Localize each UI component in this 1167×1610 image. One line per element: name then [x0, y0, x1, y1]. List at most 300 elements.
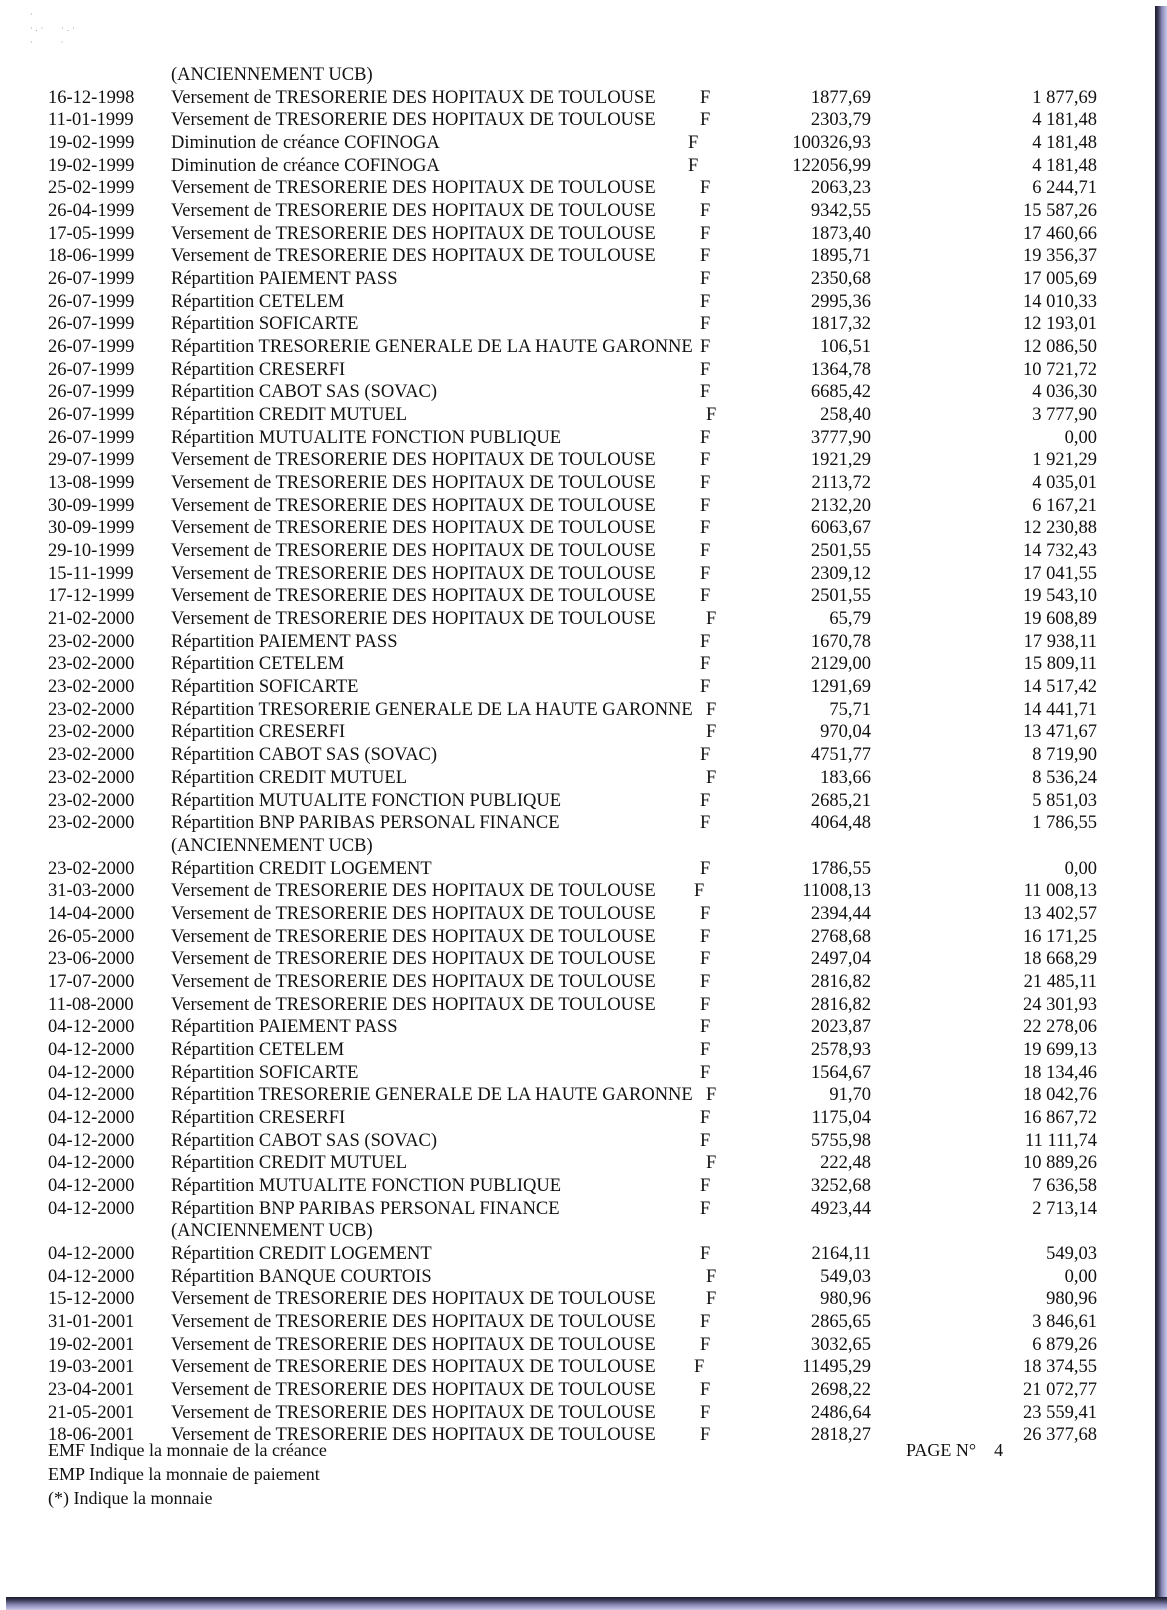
table-row	[0, 427, 1155, 450]
row-amount: 2816,82	[810, 971, 871, 992]
continuation-line	[0, 64, 1155, 87]
row-label: Répartition MUTUALITE FONCTION PUBLIQUE	[171, 1175, 561, 1196]
row-date: 23-02-2000	[48, 767, 135, 788]
row-balance: 11 008,13	[1023, 881, 1097, 902]
table-row	[0, 1379, 1155, 1402]
row-date: 16-12-1998	[48, 87, 135, 108]
table-row	[0, 1334, 1155, 1357]
row-date: 23-02-2000	[48, 699, 135, 720]
row-date: 26-07-1999	[48, 269, 135, 290]
row-date: 18-06-1999	[48, 246, 135, 267]
row-amount: 91,70	[829, 1085, 871, 1106]
row-balance: 4 035,01	[1032, 473, 1097, 494]
table-row	[0, 1198, 1155, 1221]
row-balance: 18 374,55	[1023, 1357, 1097, 1378]
table-row	[0, 790, 1155, 813]
row-currency: F	[700, 631, 711, 652]
row-date: 31-03-2000	[48, 881, 135, 902]
row-date: 23-06-2000	[48, 949, 135, 970]
table-row	[0, 858, 1155, 881]
row-balance: 15 587,26	[1023, 201, 1097, 222]
row-label: Répartition CREDIT LOGEMENT	[171, 858, 432, 879]
continuation-text: (ANCIENNEMENT UCB)	[171, 835, 373, 856]
row-balance: 21 485,11	[1023, 971, 1097, 992]
row-currency: F	[700, 450, 711, 471]
row-label: Répartition CRESERFI	[171, 359, 346, 380]
row-currency: F	[700, 359, 711, 380]
continuation-line	[0, 1220, 1155, 1243]
row-label: Répartition CABOT SAS (SOVAC)	[171, 1130, 438, 1151]
row-balance: 19 699,13	[1023, 1039, 1097, 1060]
row-balance: 18 668,29	[1023, 949, 1097, 970]
page-label: PAGE N°	[906, 1440, 977, 1460]
table-row	[0, 313, 1155, 336]
table-row	[0, 449, 1155, 472]
table-row	[0, 517, 1155, 540]
row-balance: 16 171,25	[1023, 926, 1097, 947]
table-row	[0, 291, 1155, 314]
table-row	[0, 1288, 1155, 1311]
row-date: 04-12-2000	[48, 1198, 135, 1219]
row-label: Versement de TRESORERIE DES HOPITAUX DE TOULOUSE	[171, 246, 656, 267]
table-row	[0, 948, 1155, 971]
row-balance: 17 041,55	[1023, 563, 1097, 584]
row-date: 26-07-1999	[48, 359, 135, 380]
row-date: 15-11-1999	[48, 563, 134, 584]
table-row	[0, 744, 1155, 767]
table-row	[0, 721, 1155, 744]
row-currency: F	[694, 881, 705, 902]
table-row	[0, 1356, 1155, 1379]
row-balance: 14 010,33	[1023, 291, 1097, 312]
footer-note-emf: EMF Indique la monnaie de la créance	[48, 1440, 327, 1460]
table-row	[0, 1311, 1155, 1334]
row-label: Versement de TRESORERIE DES HOPITAUX DE TOULOUSE	[171, 1402, 656, 1423]
row-date: 04-12-2000	[48, 1017, 135, 1038]
row-balance: 17 938,11	[1023, 631, 1097, 652]
row-currency: F	[706, 609, 717, 630]
table-row	[0, 472, 1155, 495]
row-amount: 2350,68	[810, 269, 871, 290]
row-label: Versement de TRESORERIE DES HOPITAUX DE TOULOUSE	[171, 201, 656, 222]
row-label: Répartition CETELEM	[171, 654, 345, 675]
row-currency: F	[700, 654, 711, 675]
row-amount: 1786,55	[810, 858, 871, 879]
row-currency: F	[694, 1357, 705, 1378]
table-row	[0, 1016, 1155, 1039]
footer-note-currency: (*) Indique la monnaie	[48, 1488, 213, 1508]
row-label: Répartition SOFICARTE	[171, 677, 359, 698]
row-date: 30-09-1999	[48, 518, 135, 539]
row-label: Répartition TRESORERIE GENERALE DE LA HAUTE GARONNE	[171, 1085, 693, 1106]
row-date: 23-02-2000	[48, 858, 135, 879]
row-balance: 19 543,10	[1023, 586, 1097, 607]
row-currency: F	[700, 223, 711, 244]
row-date: 23-02-2000	[48, 745, 135, 766]
continuation-line	[0, 835, 1155, 858]
row-balance: 980,96	[1046, 1289, 1097, 1310]
row-currency: F	[700, 1062, 711, 1083]
row-label: Versement de TRESORERIE DES HOPITAUX DE TOULOUSE	[171, 586, 656, 607]
row-balance: 23 559,41	[1023, 1402, 1097, 1423]
row-currency: F	[700, 563, 711, 584]
row-balance: 12 193,01	[1023, 314, 1097, 335]
row-balance: 24 301,93	[1023, 994, 1097, 1015]
row-currency: F	[706, 1085, 717, 1106]
table-row	[0, 359, 1155, 382]
row-amount: 9342,55	[810, 201, 871, 222]
row-amount: 2394,44	[810, 903, 871, 924]
row-date: 17-05-1999	[48, 223, 135, 244]
row-label: Répartition SOFICARTE	[171, 1062, 359, 1083]
row-amount: 106,51	[820, 337, 871, 358]
table-row	[0, 245, 1155, 268]
row-currency: F	[700, 677, 711, 698]
row-label: Versement de TRESORERIE DES HOPITAUX DE TOULOUSE	[171, 495, 656, 516]
row-currency: F	[700, 745, 711, 766]
table-row	[0, 608, 1155, 631]
row-date: 23-02-2000	[48, 677, 135, 698]
row-amount: 5755,98	[810, 1130, 871, 1151]
row-balance: 5 851,03	[1032, 790, 1097, 811]
row-amount: 2164,11	[811, 1243, 871, 1264]
row-date: 18-06-2001	[48, 1425, 135, 1446]
row-balance: 0,00	[1064, 858, 1097, 879]
row-balance: 6 244,71	[1032, 178, 1097, 199]
row-label: Répartition PAIEMENT PASS	[171, 1017, 398, 1038]
table-row	[0, 540, 1155, 563]
table-row	[0, 404, 1155, 427]
table-row	[0, 631, 1155, 654]
row-currency: F	[700, 1311, 711, 1332]
row-currency: F	[700, 1425, 711, 1446]
row-balance: 2 713,14	[1032, 1198, 1097, 1219]
row-date: 23-02-2000	[48, 654, 135, 675]
row-amount: 2023,87	[810, 1017, 871, 1038]
row-date: 26-07-1999	[48, 314, 135, 335]
row-date: 17-12-1999	[48, 586, 135, 607]
row-date: 04-12-2000	[48, 1130, 135, 1151]
table-row	[0, 994, 1155, 1017]
row-balance: 549,03	[1046, 1243, 1097, 1264]
row-balance: 3 777,90	[1032, 405, 1097, 426]
row-amount: 4064,48	[810, 813, 871, 834]
row-label: Répartition CREDIT MUTUEL	[171, 405, 408, 426]
row-currency: F	[700, 110, 711, 131]
row-label: Répartition CABOT SAS (SOVAC)	[171, 382, 438, 403]
row-currency: F	[700, 790, 711, 811]
transaction-ledger	[0, 64, 1155, 1447]
row-currency: F	[700, 1334, 711, 1355]
row-currency: F	[700, 1017, 711, 1038]
row-amount: 11008,13	[802, 881, 871, 902]
row-currency: F	[706, 1153, 717, 1174]
row-label: Répartition MUTUALITE FONCTION PUBLIQUE	[171, 790, 561, 811]
row-balance: 4 036,30	[1032, 382, 1097, 403]
row-label: Répartition CETELEM	[171, 291, 345, 312]
row-amount: 980,96	[820, 1289, 871, 1310]
row-currency: F	[700, 1198, 711, 1219]
row-balance: 14 441,71	[1023, 699, 1097, 720]
row-amount: 1817,32	[810, 314, 871, 335]
row-amount: 122056,99	[792, 155, 871, 176]
row-date: 11-08-2000	[48, 994, 134, 1015]
row-amount: 1895,71	[810, 246, 871, 267]
row-amount: 3032,65	[810, 1334, 871, 1355]
row-label: Versement de TRESORERIE DES HOPITAUX DE TOULOUSE	[171, 609, 656, 630]
table-row	[0, 926, 1155, 949]
row-label: Répartition CRESERFI	[171, 722, 346, 743]
row-amount: 4751,77	[810, 745, 871, 766]
scan-artifacts: · ·.· ·.· · ·	[30, 10, 78, 47]
row-date: 04-12-2000	[48, 1243, 135, 1264]
row-label: Répartition PAIEMENT PASS	[171, 269, 398, 290]
row-amount: 258,40	[820, 405, 871, 426]
continuation-text: (ANCIENNEMENT UCB)	[171, 65, 373, 85]
row-date: 19-03-2001	[48, 1357, 135, 1378]
row-balance: 8 536,24	[1032, 767, 1097, 788]
row-date: 11-01-1999	[48, 110, 134, 131]
table-row	[0, 903, 1155, 926]
table-row	[0, 87, 1155, 110]
row-currency: F	[700, 314, 711, 335]
row-balance: 18 134,46	[1023, 1062, 1097, 1083]
row-currency: F	[700, 337, 711, 358]
row-date: 04-12-2000	[48, 1039, 135, 1060]
row-balance: 12 230,88	[1023, 518, 1097, 539]
table-row	[0, 223, 1155, 246]
row-amount: 2578,93	[810, 1039, 871, 1060]
row-balance: 8 719,90	[1032, 745, 1097, 766]
table-row	[0, 585, 1155, 608]
row-date: 25-02-1999	[48, 178, 135, 199]
row-currency: F	[700, 1243, 711, 1264]
row-label: Répartition CABOT SAS (SOVAC)	[171, 745, 438, 766]
row-label: Versement de TRESORERIE DES HOPITAUX DE TOULOUSE	[171, 1379, 656, 1400]
row-label: Répartition SOFICARTE	[171, 314, 359, 335]
row-label: Répartition PAIEMENT PASS	[171, 631, 398, 652]
row-amount: 1291,69	[810, 677, 871, 698]
continuation-text: (ANCIENNEMENT UCB)	[171, 1221, 373, 1242]
row-amount: 75,71	[829, 699, 871, 720]
row-balance: 6 167,21	[1032, 495, 1097, 516]
row-date: 23-02-2000	[48, 631, 135, 652]
table-row	[0, 1062, 1155, 1085]
row-amount: 65,79	[829, 609, 871, 630]
row-balance: 17 460,66	[1023, 223, 1097, 244]
row-amount: 2497,04	[810, 949, 871, 970]
row-label: Versement de TRESORERIE DES HOPITAUX DE TOULOUSE	[171, 541, 656, 562]
row-currency: F	[700, 1379, 711, 1400]
table-row	[0, 1084, 1155, 1107]
row-balance: 22 278,06	[1023, 1017, 1097, 1038]
row-amount: 222,48	[820, 1153, 871, 1174]
row-amount: 549,03	[820, 1266, 871, 1287]
row-date: 26-07-1999	[48, 291, 135, 312]
row-amount: 2129,00	[810, 654, 871, 675]
row-balance: 14 732,43	[1023, 541, 1097, 562]
row-label: Versement de TRESORERIE DES HOPITAUX DE TOULOUSE	[171, 994, 656, 1015]
page-shadow-right	[1155, 6, 1167, 1610]
table-row	[0, 109, 1155, 132]
row-date: 17-07-2000	[48, 971, 135, 992]
row-date: 04-12-2000	[48, 1153, 135, 1174]
row-label: Versement de TRESORERIE DES HOPITAUX DE TOULOUSE	[171, 1289, 656, 1310]
row-label: Versement de TRESORERIE DES HOPITAUX DE TOULOUSE	[171, 473, 656, 494]
row-currency: F	[706, 1266, 717, 1287]
row-balance: 19 356,37	[1023, 246, 1097, 267]
row-amount: 2501,55	[810, 541, 871, 562]
page-shadow-bottom	[6, 1597, 1167, 1610]
row-currency: F	[700, 269, 711, 290]
row-label: Répartition CETELEM	[171, 1039, 345, 1060]
row-amount: 2995,36	[810, 291, 871, 312]
row-date: 29-07-1999	[48, 450, 135, 471]
row-label: Versement de TRESORERIE DES HOPITAUX DE TOULOUSE	[171, 87, 656, 108]
row-label: Versement de TRESORERIE DES HOPITAUX DE TOULOUSE	[171, 881, 656, 902]
row-amount: 3252,68	[810, 1175, 871, 1196]
row-balance: 21 072,77	[1023, 1379, 1097, 1400]
row-date: 19-02-1999	[48, 133, 135, 154]
row-amount: 2818,27	[810, 1425, 871, 1446]
row-currency: F	[700, 246, 711, 267]
row-label: Diminution de créance COFINOGA	[171, 133, 440, 154]
row-amount: 2501,55	[810, 586, 871, 607]
row-balance: 15 809,11	[1023, 654, 1097, 675]
row-amount: 970,04	[820, 722, 871, 743]
row-balance: 17 005,69	[1023, 269, 1097, 290]
row-date: 23-04-2001	[48, 1379, 135, 1400]
row-amount: 6685,42	[810, 382, 871, 403]
row-balance: 1 877,69	[1032, 87, 1097, 108]
row-label: Répartition CREDIT LOGEMENT	[171, 1243, 432, 1264]
table-row	[0, 1152, 1155, 1175]
table-row	[0, 563, 1155, 586]
row-balance: 12 086,50	[1023, 337, 1097, 358]
row-balance: 1 921,29	[1032, 450, 1097, 471]
row-currency: F	[700, 586, 711, 607]
row-label: Versement de TRESORERIE DES HOPITAUX DE TOULOUSE	[171, 949, 656, 970]
row-date: 23-02-2000	[48, 813, 135, 834]
row-amount: 2865,65	[810, 1311, 871, 1332]
row-amount: 6063,67	[810, 518, 871, 539]
row-amount: 11495,29	[802, 1357, 871, 1378]
row-currency: F	[700, 1130, 711, 1151]
row-balance: 0,00	[1064, 1266, 1097, 1287]
row-currency: F	[700, 541, 711, 562]
row-amount: 1873,40	[810, 223, 871, 244]
table-row	[0, 1107, 1155, 1130]
row-date: 21-05-2001	[48, 1402, 135, 1423]
row-label: Répartition MUTUALITE FONCTION PUBLIQUE	[171, 427, 561, 448]
table-row	[0, 1130, 1155, 1153]
footer-notes	[48, 1438, 327, 1510]
row-date: 04-12-2000	[48, 1062, 135, 1083]
row-label: Répartition BNP PARIBAS PERSONAL FINANCE	[171, 813, 560, 834]
row-currency: F	[700, 382, 711, 403]
table-row	[0, 880, 1155, 903]
row-currency: F	[700, 495, 711, 516]
table-row	[0, 155, 1155, 178]
row-currency: F	[700, 291, 711, 312]
row-label: Diminution de créance COFINOGA	[171, 155, 440, 176]
row-balance: 4 181,48	[1032, 133, 1097, 154]
row-currency: F	[700, 473, 711, 494]
row-date: 04-12-2000	[48, 1085, 135, 1106]
row-currency: F	[700, 994, 711, 1015]
row-amount: 3777,90	[810, 427, 871, 448]
row-label: Versement de TRESORERIE DES HOPITAUX DE TOULOUSE	[171, 1334, 656, 1355]
row-currency: F	[700, 858, 711, 879]
row-label: Versement de TRESORERIE DES HOPITAUX DE TOULOUSE	[171, 450, 656, 471]
row-label: Répartition CREDIT MUTUEL	[171, 767, 408, 788]
row-currency: F	[700, 813, 711, 834]
table-row	[0, 1175, 1155, 1198]
row-balance: 4 181,48	[1032, 155, 1097, 176]
row-date: 30-09-1999	[48, 495, 135, 516]
row-label: Versement de TRESORERIE DES HOPITAUX DE TOULOUSE	[171, 1357, 656, 1378]
footer-note-emp: EMP Indique la monnaie de paiement	[48, 1464, 320, 1484]
row-label: Versement de TRESORERIE DES HOPITAUX DE TOULOUSE	[171, 110, 656, 131]
row-label: Versement de TRESORERIE DES HOPITAUX DE TOULOUSE	[171, 903, 656, 924]
row-amount: 1564,67	[810, 1062, 871, 1083]
row-currency: F	[700, 903, 711, 924]
row-label: Versement de TRESORERIE DES HOPITAUX DE TOULOUSE	[171, 223, 656, 244]
table-row	[0, 676, 1155, 699]
row-balance: 3 846,61	[1032, 1311, 1097, 1332]
row-amount: 1364,78	[810, 359, 871, 380]
row-amount: 2685,21	[810, 790, 871, 811]
row-amount: 2063,23	[810, 178, 871, 199]
row-currency: F	[700, 971, 711, 992]
row-balance: 1 786,55	[1032, 813, 1097, 834]
row-date: 26-04-1999	[48, 201, 135, 222]
row-currency: F	[700, 201, 711, 222]
row-label: Répartition CREDIT MUTUEL	[171, 1153, 408, 1174]
table-row	[0, 1039, 1155, 1062]
table-row	[0, 767, 1155, 790]
row-balance: 18 042,76	[1023, 1085, 1097, 1106]
row-date: 26-07-1999	[48, 405, 135, 426]
table-row	[0, 971, 1155, 994]
row-date: 23-02-2000	[48, 790, 135, 811]
row-balance: 10 721,72	[1023, 359, 1097, 380]
row-balance: 26 377,68	[1023, 1425, 1097, 1446]
row-balance: 13 471,67	[1023, 722, 1097, 743]
row-label: Répartition BNP PARIBAS PERSONAL FINANCE	[171, 1198, 560, 1219]
row-balance: 0,00	[1064, 427, 1097, 448]
table-row	[0, 699, 1155, 722]
row-currency: F	[706, 1289, 717, 1310]
row-balance: 6 879,26	[1032, 1334, 1097, 1355]
row-currency: F	[688, 133, 699, 154]
row-balance: 13 402,57	[1023, 903, 1097, 924]
row-balance: 10 889,26	[1023, 1153, 1097, 1174]
row-label: Versement de TRESORERIE DES HOPITAUX DE TOULOUSE	[171, 1311, 656, 1332]
row-amount: 100326,93	[792, 133, 871, 154]
row-date: 29-10-1999	[48, 541, 135, 562]
row-balance: 11 111,74	[1025, 1130, 1097, 1151]
row-date: 04-12-2000	[48, 1266, 135, 1287]
row-amount: 4923,44	[810, 1198, 871, 1219]
row-label: Répartition BANQUE COURTOIS	[171, 1266, 432, 1287]
table-row	[0, 1402, 1155, 1425]
table-row	[0, 336, 1155, 359]
row-label: Répartition CRESERFI	[171, 1107, 346, 1128]
row-currency: F	[700, 518, 711, 539]
row-label: Versement de TRESORERIE DES HOPITAUX DE TOULOUSE	[171, 971, 656, 992]
row-date: 26-05-2000	[48, 926, 135, 947]
